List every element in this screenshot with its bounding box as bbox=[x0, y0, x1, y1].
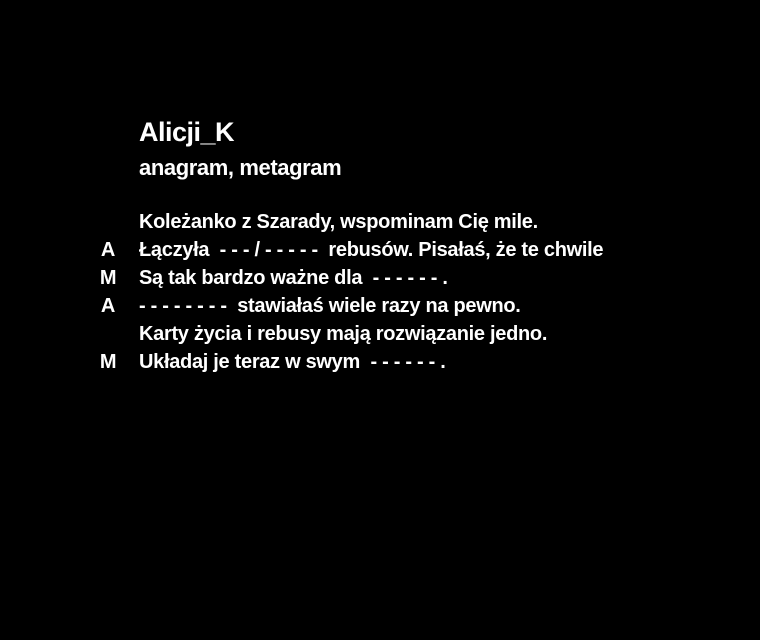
poem-line bbox=[0, 323, 760, 351]
line-marker: A bbox=[100, 295, 116, 317]
line-text: Są tak bardzo ważne dla - - - - - - . bbox=[139, 267, 448, 289]
line-text: Łączyła - - - / - - - - - rebusów. Pisałaś, że te chwile bbox=[139, 239, 604, 261]
line-marker: M bbox=[99, 351, 117, 373]
puzzle-type-subtitle: anagram, metagram bbox=[139, 155, 342, 180]
line-text: Karty życia i rebusy mają rozwiązanie jedno. bbox=[139, 323, 548, 345]
line-marker: M bbox=[99, 267, 117, 289]
poem-line bbox=[0, 239, 760, 267]
line-marker: A bbox=[100, 239, 116, 261]
line-text: Koleżanko z Szarady, wspominam Cię mile. bbox=[139, 211, 538, 233]
poem bbox=[0, 211, 760, 379]
poem-line bbox=[0, 267, 760, 295]
poem-line bbox=[0, 295, 760, 323]
puzzle-title: Alicji_K bbox=[139, 117, 235, 147]
line-text: Układaj je teraz w swym - - - - - - . bbox=[139, 351, 446, 373]
poem-line bbox=[0, 351, 760, 379]
poem-line bbox=[0, 211, 760, 239]
line-text: - - - - - - - - stawiałaś wiele razy na pewno. bbox=[139, 295, 521, 317]
